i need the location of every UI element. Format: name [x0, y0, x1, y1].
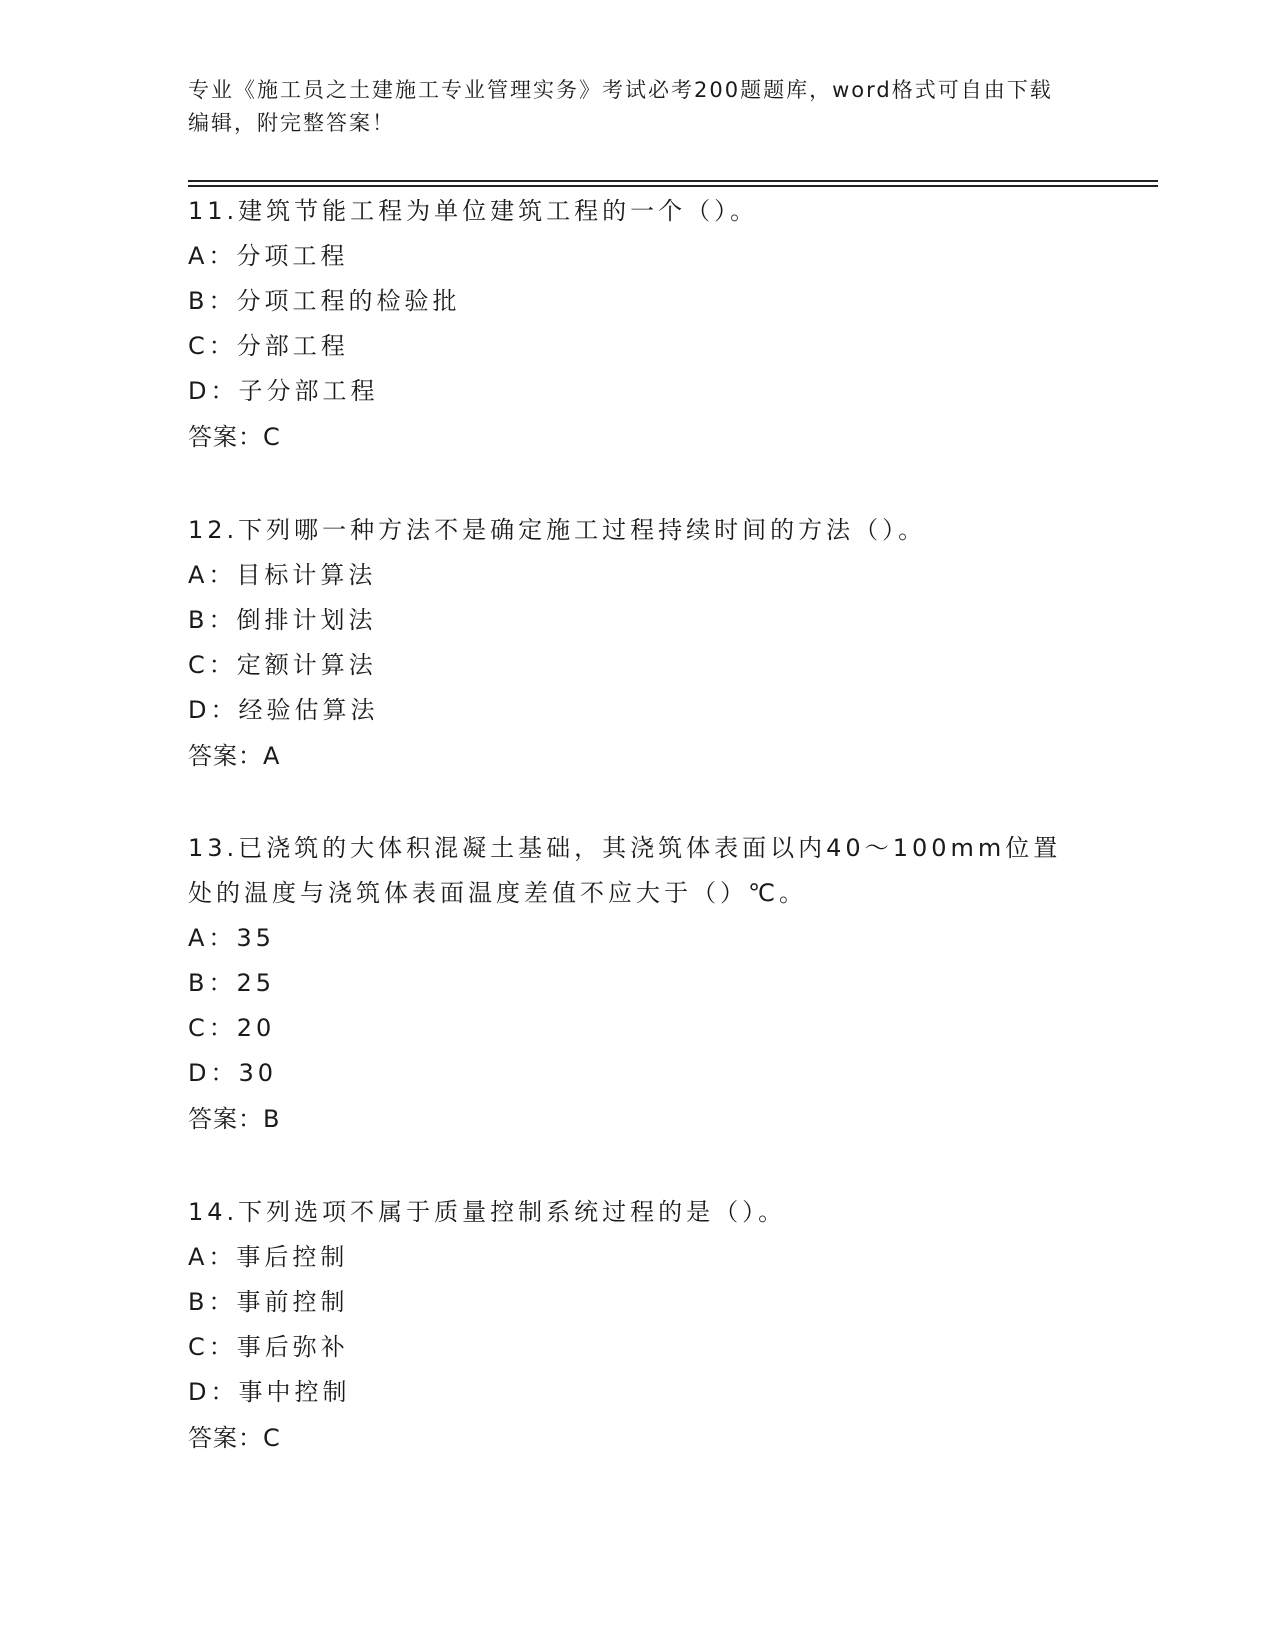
option-a: A：目标计算法 [188, 561, 377, 589]
question-stem: 12.下列哪一种方法不是确定施工过程持续时间的方法（）。 [188, 516, 927, 544]
answer-line: 答案：A [188, 742, 281, 770]
question-stem: 13.已浇筑的大体积混凝土基础，其浇筑体表面以内40～100mm位置处的温度与浇筑体表面温度差值不应大于（）℃。 [188, 834, 1062, 907]
option-a: A：35 [188, 924, 275, 952]
header-divider-bottom [188, 185, 1158, 187]
option-d: D：经验估算法 [188, 696, 379, 724]
option-b: B：25 [188, 969, 276, 997]
document-header [188, 74, 1068, 140]
answer-line: 答案：C [188, 423, 281, 451]
option-d: D：30 [188, 1059, 278, 1087]
option-c: C：分部工程 [188, 332, 349, 360]
question-12 [188, 508, 1088, 779]
option-c: C：20 [188, 1014, 276, 1042]
question-13 [188, 826, 1088, 1142]
question-14 [188, 1190, 1088, 1461]
option-b: B：事前控制 [188, 1288, 349, 1316]
option-a: A：分项工程 [188, 242, 349, 270]
option-a: A：事后控制 [188, 1243, 349, 1271]
option-d: D：事中控制 [188, 1378, 351, 1406]
answer-line: 答案：C [188, 1424, 281, 1452]
answer-line: 答案：B [188, 1105, 281, 1133]
question-11 [188, 189, 1088, 460]
option-b: B：分项工程的检验批 [188, 287, 461, 315]
option-b: B：倒排计划法 [188, 606, 377, 634]
option-d: D：子分部工程 [188, 377, 379, 405]
option-c: C：事后弥补 [188, 1333, 349, 1361]
header-divider-top [188, 180, 1158, 182]
question-stem: 14.下列选项不属于质量控制系统过程的是（）。 [188, 1198, 787, 1226]
option-c: C：定额计算法 [188, 651, 377, 679]
question-stem: 11.建筑节能工程为单位建筑工程的一个（）。 [188, 197, 759, 225]
header-text: 专业《施工员之土建施工专业管理实务》考试必考200题题库，word格式可自由下载编辑，附完整答案！ [188, 78, 1053, 135]
